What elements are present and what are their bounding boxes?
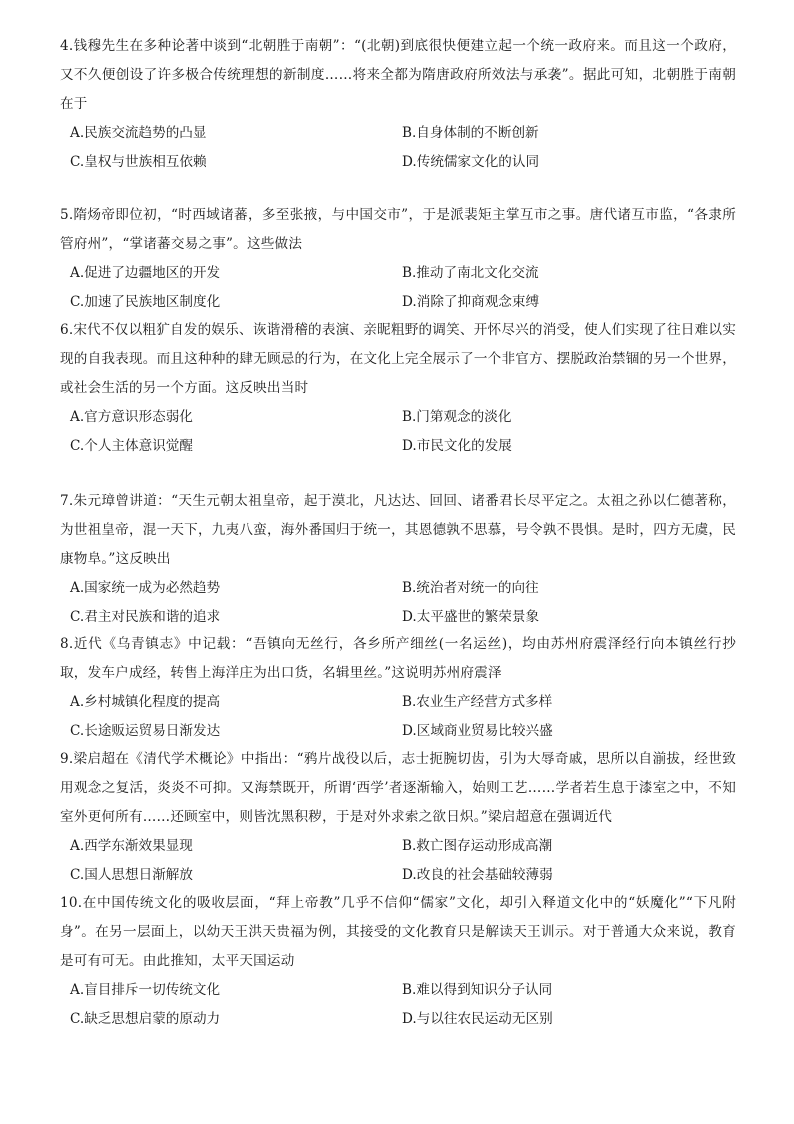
option-a[interactable]: A.促进了边疆地区的开发: [70, 265, 221, 281]
option-d[interactable]: D.与以往农民运动无区别: [402, 1011, 553, 1027]
answer-options: [60, 688, 736, 746]
answer-options: [60, 574, 736, 632]
option-b[interactable]: B.自身体制的不断创新: [402, 125, 539, 141]
answer-options: [60, 119, 736, 177]
question-stem: 7.朱元璋曾讲道：“天生元朝太祖皇帝，起于漠北，凡达达、回回、诸番君长尽平定之。太祖之孙以仁德著称，为世祖皇帝，混一天下，九夷八蛮，海外番国归于统一，其恩德孰不思慕，号令孰不畏惧。是时，四方无虞，民康物阜。”这反映出: [60, 493, 736, 567]
option-d[interactable]: D.改良的社会基础较薄弱: [402, 867, 553, 883]
question-8: [60, 630, 736, 746]
question-10: [60, 889, 736, 1034]
question-stem: 5.隋炀帝即位初，“时西域诸蕃，多至张掖，与中国交市”，于是派裴矩主掌互市之事。唐代诸互市监，“各隶所管府州”，“掌诸蕃交易之事”。这些做法: [60, 207, 736, 252]
question-stem: 4.钱穆先生在多种论著中谈到“北朝胜于南朝”：“(北朝)到底很快便建立起一个统一政府来。而且这一个政府，又不久便创设了许多极合传统理想的新制度……将来全都为隋唐政府所效法与承袭”。据此可知，北朝胜于南朝在于: [60, 38, 736, 112]
answer-options: [60, 403, 736, 461]
option-b[interactable]: B.农业生产经营方式多样: [402, 694, 553, 710]
question-stem: 6.宋代不仅以粗犷自发的娱乐、诙谐滑稽的表演、亲昵粗野的调笑、开怀尽兴的消受，使人们实现了往日难以实现的自我表现。而且这种种的肆无顾忌的行为，在文化上完全展示了一个非官方、摆脱政治禁锢的另一个世界，或社会生活的另一个方面。这反映出当时: [60, 322, 736, 396]
option-d[interactable]: D.区域商业贸易比较兴盛: [402, 723, 553, 739]
answer-options: [60, 976, 736, 1034]
answer-options: [60, 259, 736, 317]
option-a[interactable]: A.乡村城镇化程度的提高: [70, 694, 221, 710]
answer-options: [60, 832, 736, 890]
option-d[interactable]: D.太平盛世的繁荣景象: [402, 609, 540, 625]
option-a[interactable]: A.盲目排斥一切传统文化: [70, 982, 221, 998]
question-4: [60, 32, 736, 177]
option-d[interactable]: D.传统儒家文化的认同: [402, 154, 540, 170]
option-c[interactable]: C.缺乏思想启蒙的原动力: [70, 1011, 221, 1027]
question-6: [60, 316, 736, 461]
option-c[interactable]: C.个人主体意识觉醒: [70, 438, 193, 454]
option-a[interactable]: A.国家统一成为必然趋势: [70, 580, 221, 596]
option-a[interactable]: A.民族交流趋势的凸显: [70, 125, 207, 141]
option-c[interactable]: C.长途贩运贸易日渐发达: [70, 723, 221, 739]
option-b[interactable]: B.推动了南北文化交流: [402, 265, 539, 281]
option-a[interactable]: A.官方意识形态弱化: [70, 409, 193, 425]
question-7: [60, 487, 736, 632]
option-c[interactable]: C.皇权与世族相互依赖: [70, 154, 207, 170]
option-b[interactable]: B.统治者对统一的向往: [402, 580, 539, 596]
question-9: [60, 745, 736, 890]
option-b[interactable]: B.门第观念的淡化: [402, 409, 512, 425]
question-stem: 10.在中国传统文化的吸收层面，“拜上帝教”几乎不信仰“儒家”文化，却引入释道文化中的“妖魔化”“下凡附身”。在另一层面上，以幼天王洪天贵福为例，其接受的文化教育只是解读天王训示。对于普通大众来说，教育是可有可无。由此推知，太平天国运动: [60, 895, 736, 969]
option-a[interactable]: A.西学东渐效果显现: [70, 838, 193, 854]
option-b[interactable]: B.难以得到知识分子认同: [402, 982, 553, 998]
option-c[interactable]: C.国人思想日渐解放: [70, 867, 193, 883]
question-5: [60, 201, 736, 317]
option-d[interactable]: D.市民文化的发展: [402, 438, 512, 454]
option-d[interactable]: D.消除了抑商观念束缚: [402, 294, 540, 310]
question-stem: 9.梁启超在《清代学术概论》中指出：“鸦片战役以后，志士扼腕切齿，引为大辱奇戚，思所以自湔拔，经世致用观念之复活，炎炎不可抑。又海禁既开，所谓‘西学’者逐渐输入，始则工艺……学者若生息于漆室之中，不知室外更何所有……还顾室中，则皆沈黑积秽，于是对外求索之欲日炽。”梁启超意在强调近代: [60, 751, 736, 825]
option-c[interactable]: C.君主对民族和谐的追求: [70, 609, 221, 625]
question-stem: 8.近代《乌青镇志》中记载：“吾镇向无丝行，各乡所产细丝(一名运丝)，均由苏州府震泽经行向本镇丝行抄取，发车户成经，转售上海洋庄为出口货，名辑里丝。”这说明苏州府震泽: [60, 636, 736, 681]
option-c[interactable]: C.加速了民族地区制度化: [70, 294, 221, 310]
option-b[interactable]: B.救亡图存运动形成高潮: [402, 838, 553, 854]
